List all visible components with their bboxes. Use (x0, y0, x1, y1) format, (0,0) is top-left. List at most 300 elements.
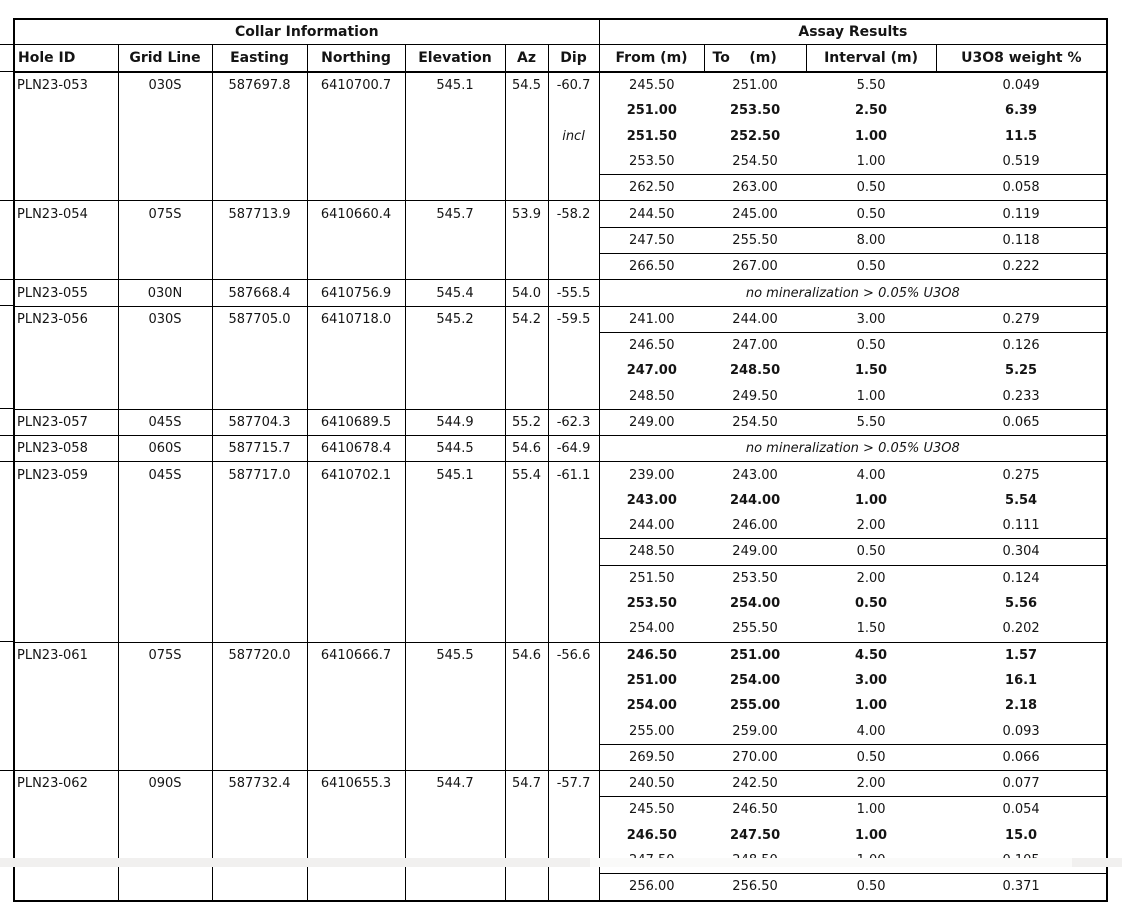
cell-interval: 1.00 (855, 827, 888, 843)
cell-from: 251.00 (626, 103, 677, 119)
cutoff-gridline-stub (0, 305, 14, 306)
cell-hole-id (14, 227, 118, 253)
cell-easting (212, 744, 307, 770)
cell-from: 244.50 (599, 201, 704, 227)
cell-u3o8: 0.049 (936, 72, 1107, 98)
cell-interval: 3.00 (806, 306, 936, 332)
hole-row-pln23-061 (14, 693, 1107, 718)
cell-northing (307, 565, 405, 591)
cell-to: 255.50 (704, 227, 806, 253)
cell-azimuth (505, 98, 548, 123)
cell-grid-line (118, 874, 212, 901)
hole-row-pln23-053 (14, 72, 1107, 98)
cell-from: 269.50 (599, 744, 704, 770)
cell-hole-id (14, 591, 118, 616)
cell-to: 259.00 (732, 723, 778, 739)
cell-northing: 6410702.1 (307, 462, 405, 488)
hole-row-pln23-062 (14, 797, 1107, 823)
cell-dip (548, 227, 599, 253)
hole-row-pln23-056 (14, 306, 1107, 332)
cell-azimuth (505, 513, 548, 539)
cell-azimuth (505, 616, 548, 642)
group-header-row (14, 19, 1107, 45)
col-header-grid-line: Grid Line (118, 45, 212, 73)
cell-elevation (405, 358, 505, 383)
cell-dip (548, 591, 599, 616)
cell-dip (548, 823, 599, 848)
cell-hole-id: PLN23-054 (14, 201, 118, 227)
cell-from: 248.50 (599, 539, 704, 565)
cell-interval: 0.50 (806, 201, 936, 227)
cell-azimuth (505, 175, 548, 201)
hole-row-pln23-054 (14, 201, 1107, 227)
cell-azimuth (505, 488, 548, 513)
cell-grid-line (118, 332, 212, 358)
cell-to: 256.50 (704, 874, 806, 901)
cell-dip (548, 513, 599, 539)
cell-interval: 2.00 (856, 518, 886, 534)
cell-elevation (405, 175, 505, 201)
cell-u3o8: 0.126 (936, 332, 1107, 358)
cell-grid-line (118, 744, 212, 770)
cell-elevation (405, 591, 505, 616)
cell-hole-id (14, 175, 118, 201)
cell-grid-line (118, 513, 212, 539)
cell-hole-id (14, 384, 118, 410)
hole-row-pln23-053 (14, 175, 1107, 201)
cell-easting (212, 254, 307, 280)
cell-elevation (405, 565, 505, 591)
cell-hole-id (14, 744, 118, 770)
cell-easting: 587697.8 (212, 72, 307, 98)
cell-interval: 0.50 (806, 332, 936, 358)
cell-from: 253.50 (626, 596, 677, 612)
cell-grid-line: 045S (118, 462, 212, 488)
cell-from: 248.50 (629, 388, 675, 404)
cutoff-gridline-stub (0, 279, 14, 280)
cell-to: 255.50 (732, 621, 778, 637)
cell-grid-line (118, 124, 212, 149)
cell-elevation: 545.1 (405, 72, 505, 98)
cell-azimuth (505, 565, 548, 591)
cell-to: 254.50 (704, 409, 806, 435)
cell-dip (548, 254, 599, 280)
cell-dip: -61.1 (548, 462, 599, 488)
cell-easting: 587705.0 (212, 306, 307, 332)
cell-elevation (405, 668, 505, 693)
no-mineralization-note: no mineralization > 0.05% U3O8 (599, 280, 1107, 306)
cell-from: 245.50 (599, 797, 704, 823)
cutoff-gridline-stub (0, 770, 14, 771)
cell-grid-line (118, 668, 212, 693)
cell-to: 244.00 (704, 306, 806, 332)
cell-azimuth (505, 591, 548, 616)
cell-u3o8: 5.25 (1005, 363, 1038, 379)
cell-northing: 6410678.4 (307, 436, 405, 462)
cell-from: 247.50 (599, 227, 704, 253)
cell-azimuth (505, 797, 548, 823)
cell-hole-id: PLN23-057 (14, 409, 118, 435)
hole-row-pln23-061 (14, 642, 1107, 668)
cell-grid-line (118, 693, 212, 718)
cell-hole-id (14, 565, 118, 591)
assay-results-header: Assay Results (599, 19, 1107, 45)
cell-azimuth (505, 149, 548, 175)
cell-elevation (405, 227, 505, 253)
cell-elevation (405, 718, 505, 744)
cell-grid-line: 030S (118, 72, 212, 98)
cell-dip: -57.7 (548, 771, 599, 797)
cell-azimuth: 55.2 (505, 409, 548, 435)
cell-northing (307, 175, 405, 201)
cell-u3o8: 0.275 (936, 462, 1107, 488)
cutoff-gridline-stub (0, 408, 14, 409)
cell-from: 256.00 (599, 874, 704, 901)
cell-interval: 0.50 (855, 596, 888, 612)
cutoff-gridline-stub (0, 461, 14, 462)
cell-hole-id (14, 488, 118, 513)
cell-elevation (405, 616, 505, 642)
cell-u3o8: 0.279 (936, 306, 1107, 332)
col-header-elevation: Elevation (405, 45, 505, 73)
cell-hole-id (14, 124, 118, 149)
cell-dip: -62.3 (548, 409, 599, 435)
cell-to: 267.00 (704, 254, 806, 280)
cutoff-gridline-stub (0, 71, 14, 72)
cell-dip: -55.5 (548, 280, 599, 306)
col-header-easting: Easting (212, 45, 307, 73)
cell-easting: 587732.4 (212, 771, 307, 797)
cell-easting (212, 384, 307, 410)
cell-grid-line (118, 175, 212, 201)
cell-dip: -64.9 (548, 436, 599, 462)
cell-easting: 587668.4 (212, 280, 307, 306)
hole-row-pln23-059 (14, 462, 1107, 488)
cell-azimuth (505, 384, 548, 410)
cell-to: 248.50 (729, 363, 781, 379)
cell-interval: 5.50 (806, 409, 936, 435)
cell-easting (212, 565, 307, 591)
cell-dip (548, 797, 599, 823)
hole-row-pln23-056 (14, 384, 1107, 410)
cell-northing (307, 718, 405, 744)
cell-interval: 0.50 (806, 744, 936, 770)
cell-u3o8: 16.1 (1005, 672, 1038, 688)
cell-elevation: 545.5 (405, 642, 505, 668)
cell-grid-line: 090S (118, 771, 212, 797)
cell-from: 254.00 (626, 698, 677, 714)
cell-hole-id: PLN23-056 (14, 306, 118, 332)
cell-from: 247.00 (626, 363, 677, 379)
cell-northing: 6410666.7 (307, 642, 405, 668)
cell-hole-id (14, 332, 118, 358)
cell-azimuth (505, 718, 548, 744)
cell-easting: 587717.0 (212, 462, 307, 488)
cell-azimuth: 53.9 (505, 201, 548, 227)
cell-northing (307, 332, 405, 358)
cell-easting (212, 823, 307, 848)
hole-row-pln23-056 (14, 358, 1107, 383)
cell-u3o8: 0.118 (936, 227, 1107, 253)
cell-grid-line (118, 565, 212, 591)
cell-dip (548, 488, 599, 513)
cell-from: 253.50 (629, 154, 675, 170)
cell-interval: 3.00 (855, 672, 888, 688)
cell-easting (212, 358, 307, 383)
cell-dip (548, 744, 599, 770)
cell-grid-line: 045S (118, 409, 212, 435)
cell-from: 266.50 (599, 254, 704, 280)
cell-easting (212, 874, 307, 901)
cell-easting (212, 513, 307, 539)
cell-u3o8: 0.093 (1002, 723, 1040, 739)
cell-hole-id (14, 797, 118, 823)
cell-elevation: 545.7 (405, 201, 505, 227)
cell-interval: 0.50 (806, 175, 936, 201)
cell-u3o8: 0.233 (1002, 388, 1040, 404)
hole-row-pln23-061 (14, 744, 1107, 770)
cell-grid-line (118, 254, 212, 280)
collar-information-header: Collar Information (14, 19, 599, 45)
cell-dip (548, 384, 599, 410)
cell-northing (307, 823, 405, 848)
cell-interval: 5.50 (806, 72, 936, 98)
hole-row-pln23-053 (14, 149, 1107, 175)
cell-hole-id (14, 668, 118, 693)
cell-u3o8: 1.57 (936, 642, 1107, 668)
col-header-hole-id: Hole ID (14, 45, 118, 73)
cell-northing (307, 693, 405, 718)
hole-row-pln23-054 (14, 227, 1107, 253)
cell-hole-id (14, 718, 118, 744)
cell-interval: 2.00 (806, 565, 936, 591)
cell-grid-line (118, 227, 212, 253)
cell-easting (212, 227, 307, 253)
cell-easting: 587704.3 (212, 409, 307, 435)
window-bottom-strip (0, 858, 1122, 867)
cell-interval: 1.00 (855, 492, 888, 508)
cell-northing (307, 744, 405, 770)
cell-grid-line: 060S (118, 436, 212, 462)
cutoff-gridline-stub (0, 44, 14, 45)
cell-northing (307, 254, 405, 280)
cutoff-gridline-stub (0, 435, 14, 436)
cell-dip (548, 149, 599, 175)
cell-northing: 6410689.5 (307, 409, 405, 435)
cell-northing: 6410655.3 (307, 771, 405, 797)
cell-u3o8: 0.119 (936, 201, 1107, 227)
cell-dip (548, 565, 599, 591)
cell-hole-id: PLN23-059 (14, 462, 118, 488)
cell-u3o8: 2.18 (1005, 698, 1038, 714)
cell-easting (212, 693, 307, 718)
cell-easting (212, 539, 307, 565)
cell-grid-line (118, 823, 212, 848)
cell-from: 251.50 (626, 128, 677, 144)
cell-elevation: 545.1 (405, 462, 505, 488)
cell-u3o8: 0.066 (936, 744, 1107, 770)
cell-northing: 6410660.4 (307, 201, 405, 227)
cell-dip (548, 98, 599, 123)
cell-azimuth (505, 823, 548, 848)
cell-to: 245.00 (704, 201, 806, 227)
cell-hole-id: PLN23-058 (14, 436, 118, 462)
cell-elevation (405, 332, 505, 358)
cell-to: 254.00 (729, 596, 781, 612)
cell-grid-line (118, 384, 212, 410)
cell-grid-line (118, 539, 212, 565)
cell-hole-id (14, 693, 118, 718)
cell-easting: 587713.9 (212, 201, 307, 227)
cell-northing: 6410718.0 (307, 306, 405, 332)
hole-row-pln23-059 (14, 591, 1107, 616)
col-header-from: From (m) (599, 45, 704, 73)
col-header-az: Az (505, 45, 548, 73)
cell-hole-id (14, 254, 118, 280)
cell-hole-id (14, 874, 118, 901)
cell-elevation: 544.5 (405, 436, 505, 462)
cell-interval: 2.50 (855, 103, 888, 119)
cell-elevation (405, 693, 505, 718)
cell-easting (212, 797, 307, 823)
cell-from: 255.00 (629, 723, 675, 739)
cell-from: 240.50 (599, 771, 704, 797)
cell-azimuth: 54.0 (505, 280, 548, 306)
col-header-northing: Northing (307, 45, 405, 73)
cell-to: 243.00 (704, 462, 806, 488)
cell-to: 247.00 (704, 332, 806, 358)
cell-azimuth (505, 874, 548, 901)
cell-easting (212, 488, 307, 513)
cell-northing (307, 874, 405, 901)
cell-azimuth (505, 332, 548, 358)
hole-row-pln23-054 (14, 254, 1107, 280)
cell-to: 252.50 (729, 128, 781, 144)
cell-u3o8: 0.202 (1002, 621, 1040, 637)
cell-hole-id (14, 513, 118, 539)
cell-azimuth (505, 693, 548, 718)
cell-easting (212, 332, 307, 358)
hole-row-pln23-061 (14, 718, 1107, 744)
cell-dip (548, 693, 599, 718)
cell-grid-line: 030S (118, 306, 212, 332)
cell-elevation (405, 149, 505, 175)
cell-u3o8: 6.39 (1005, 103, 1038, 119)
cell-u3o8: 0.371 (936, 874, 1107, 901)
cell-elevation: 545.4 (405, 280, 505, 306)
cell-northing (307, 616, 405, 642)
cell-northing (307, 384, 405, 410)
cell-northing (307, 124, 405, 149)
cell-to: 246.50 (704, 797, 806, 823)
cell-dip (548, 539, 599, 565)
cell-grid-line (118, 616, 212, 642)
cell-interval: 0.50 (806, 254, 936, 280)
cell-to: 249.50 (732, 388, 778, 404)
cell-azimuth (505, 358, 548, 383)
cell-northing (307, 797, 405, 823)
cell-dip (548, 874, 599, 901)
cell-hole-id: PLN23-053 (14, 72, 118, 98)
hole-row-pln23-055 (14, 280, 1107, 306)
cell-dip: -56.6 (548, 642, 599, 668)
hole-row-pln23-053 (14, 98, 1107, 123)
cell-azimuth (505, 668, 548, 693)
cell-easting: 587720.0 (212, 642, 307, 668)
cell-easting (212, 175, 307, 201)
cell-northing (307, 149, 405, 175)
cell-from: 254.00 (629, 621, 675, 637)
cell-u3o8: 0.304 (936, 539, 1107, 565)
cell-u3o8: 11.5 (1005, 128, 1038, 144)
cell-grid-line: 075S (118, 642, 212, 668)
cell-u3o8: 15.0 (1005, 827, 1038, 843)
cell-interval: 1.00 (856, 388, 886, 404)
cell-from: 251.00 (626, 672, 677, 688)
cell-easting: 587715.7 (212, 436, 307, 462)
cell-northing: 6410756.9 (307, 280, 405, 306)
cell-dip (548, 718, 599, 744)
cell-to: 247.50 (729, 827, 781, 843)
cell-u3o8: 0.124 (936, 565, 1107, 591)
cell-azimuth: 54.5 (505, 72, 548, 98)
cell-interval: 2.00 (806, 771, 936, 797)
hole-row-pln23-062 (14, 874, 1107, 901)
cell-interval: 1.00 (856, 154, 886, 170)
hole-row-pln23-062 (14, 771, 1107, 797)
cell-u3o8: 0.054 (936, 797, 1107, 823)
hole-row-pln23-056 (14, 332, 1107, 358)
cell-hole-id: PLN23-062 (14, 771, 118, 797)
incl-marker: incl (548, 124, 599, 149)
cell-azimuth: 55.4 (505, 462, 548, 488)
hole-row-pln23-059 (14, 565, 1107, 591)
cell-from: 249.00 (599, 409, 704, 435)
cell-elevation (405, 823, 505, 848)
hole-row-pln23-059 (14, 488, 1107, 513)
cell-elevation (405, 254, 505, 280)
cell-from: 244.00 (629, 518, 675, 534)
cell-azimuth (505, 539, 548, 565)
cell-u3o8: 5.56 (1005, 596, 1038, 612)
cell-azimuth (505, 254, 548, 280)
cell-azimuth (505, 124, 548, 149)
cell-easting (212, 124, 307, 149)
cell-hole-id (14, 149, 118, 175)
col-header-dip: Dip (548, 45, 599, 73)
cell-azimuth (505, 744, 548, 770)
no-mineralization-note: no mineralization > 0.05% U3O8 (599, 436, 1107, 462)
col-header-to: To (m) (704, 45, 806, 73)
cell-elevation (405, 384, 505, 410)
cell-hole-id: PLN23-055 (14, 280, 118, 306)
cell-from: 246.50 (599, 332, 704, 358)
cell-to: 254.00 (729, 672, 781, 688)
cell-from: 243.00 (626, 492, 677, 508)
cell-hole-id (14, 616, 118, 642)
cell-to: 254.50 (732, 154, 778, 170)
cell-interval: 1.50 (856, 621, 886, 637)
hole-row-pln23-053 (14, 124, 1107, 149)
cell-northing: 6410700.7 (307, 72, 405, 98)
cell-u3o8: 5.54 (1005, 492, 1038, 508)
cell-grid-line (118, 149, 212, 175)
cell-easting (212, 149, 307, 175)
cell-dip (548, 616, 599, 642)
cell-hole-id: PLN23-061 (14, 642, 118, 668)
cell-from: 246.50 (626, 827, 677, 843)
cell-u3o8: 0.519 (1002, 154, 1040, 170)
